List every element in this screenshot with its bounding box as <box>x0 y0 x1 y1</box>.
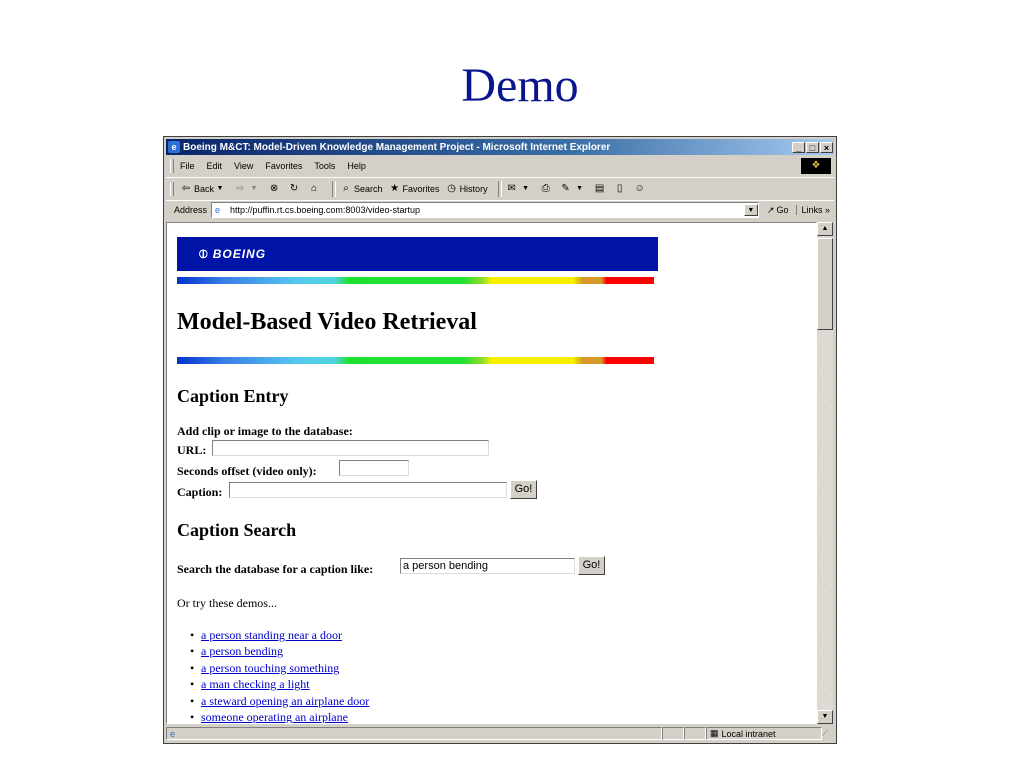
list-item <box>201 661 369 677</box>
seconds-offset-label: Seconds offset (video only): <box>177 464 317 478</box>
vertical-scrollbar[interactable] <box>817 222 833 724</box>
edit-icon: ✎ <box>561 183 570 194</box>
home-icon: ⌂ <box>310 183 318 194</box>
forward-button[interactable] <box>234 183 262 195</box>
zone-cell <box>706 727 822 740</box>
page-heading: Model-Based Video Retrieval <box>177 309 477 335</box>
zone-label: Local intranet <box>721 728 776 739</box>
seconds-offset-input[interactable] <box>339 460 409 476</box>
maximize-button[interactable]: □ <box>806 142 819 153</box>
scroll-up-button[interactable]: ▲ <box>817 222 833 236</box>
status-cell-empty <box>684 727 706 740</box>
favorites-button[interactable] <box>389 183 440 195</box>
rainbow-divider-top <box>177 277 654 284</box>
list-item <box>201 628 369 644</box>
search-icon: ⌕ <box>343 183 349 194</box>
favorites-label: Favorites <box>402 184 440 194</box>
messenger-button[interactable] <box>634 183 648 195</box>
history-button[interactable] <box>446 183 488 195</box>
stop-icon: ⊗ <box>269 183 279 194</box>
list-item <box>201 677 369 693</box>
status-cell-empty <box>662 727 684 740</box>
refresh-icon: ↻ <box>289 183 299 194</box>
search-go-button[interactable]: Go! <box>578 556 605 575</box>
back-arrow-icon: ⇦ <box>181 183 191 194</box>
back-label: Back <box>194 184 215 194</box>
menu-edit[interactable]: Edit <box>206 161 223 171</box>
page-content <box>166 222 817 724</box>
toolbar-grip <box>170 182 174 196</box>
browser-window <box>163 136 837 744</box>
demo-link[interactable]: a steward opening an airplane door <box>201 693 370 708</box>
url-input[interactable] <box>212 440 489 456</box>
research-button[interactable] <box>614 183 628 195</box>
demo-link[interactable]: a man checking a light <box>201 677 310 692</box>
demo-link[interactable]: a person bending <box>201 644 283 659</box>
links-label: Links <box>801 205 823 215</box>
forward-dropdown-icon[interactable]: ▼ <box>250 185 258 192</box>
menu-view[interactable]: View <box>234 161 254 171</box>
mail-dropdown-icon[interactable]: ▼ <box>522 185 530 192</box>
boeing-wordmark: BOEING <box>212 247 267 261</box>
ie-icon: e <box>168 141 180 153</box>
caption-go-button[interactable]: Go! <box>510 480 537 499</box>
go-arrow-icon: ↗ <box>766 204 775 215</box>
standard-toolbar <box>166 177 834 200</box>
minimize-button[interactable]: _ <box>792 142 805 153</box>
forward-arrow-icon: ⇨ <box>235 183 245 194</box>
back-dropdown-icon[interactable]: ▼ <box>216 185 224 192</box>
discuss-icon: ▤ <box>594 183 605 194</box>
print-button[interactable] <box>540 183 554 195</box>
add-clip-label: Add clip or image to the database: <box>177 424 353 438</box>
history-label: History <box>459 184 488 194</box>
stop-button[interactable] <box>268 183 282 195</box>
rainbow-divider-bottom <box>177 357 654 364</box>
menu-grip <box>170 159 174 173</box>
search-caption-input[interactable]: a person bending <box>400 558 575 574</box>
title-bar <box>166 139 834 155</box>
messenger-icon: ☺ <box>634 183 645 194</box>
caption-label: Caption: <box>177 485 223 499</box>
discuss-button[interactable] <box>594 183 608 195</box>
status-bar <box>166 726 834 741</box>
boeing-logo-banner <box>177 237 658 271</box>
address-dropdown-button[interactable]: ▼ <box>744 204 758 216</box>
window-title: Boeing M&CT: Model-Driven Knowledge Management Project - Microsoft Internet Explorer <box>183 141 611 153</box>
intranet-icon: ▦ <box>710 728 719 738</box>
go-label: Go <box>776 205 789 215</box>
demo-list <box>201 628 369 724</box>
search-caption-label: Search the database for a caption like: <box>177 562 374 576</box>
mail-icon: ✉ <box>507 183 516 194</box>
list-item <box>201 694 369 710</box>
home-button[interactable] <box>308 183 322 195</box>
toolbar-separator <box>498 181 502 197</box>
demos-intro-text: Or try these demos... <box>177 596 277 610</box>
address-bar <box>166 200 834 219</box>
toolbar-separator <box>332 181 336 197</box>
boeing-symbol-icon: ⦶ <box>199 246 209 261</box>
demo-link[interactable]: someone operating an airplane <box>201 709 348 724</box>
search-label: Search <box>354 184 383 194</box>
address-input[interactable] <box>211 202 759 218</box>
scroll-down-button[interactable]: ▼ <box>817 710 833 724</box>
edit-button[interactable] <box>560 183 588 195</box>
menu-favorites[interactable]: Favorites <box>265 161 303 171</box>
demo-link[interactable]: a person standing near a door <box>201 628 342 642</box>
print-icon: ⎙ <box>541 183 550 194</box>
menu-file[interactable]: File <box>180 161 195 171</box>
url-label: URL: <box>177 443 207 457</box>
list-item <box>201 710 369 724</box>
chevron-right-icon: » <box>824 205 830 215</box>
caption-entry-heading: Caption Entry <box>177 386 289 406</box>
refresh-button[interactable] <box>288 183 302 195</box>
caption-search-heading: Caption Search <box>177 520 297 540</box>
slide-title: Demo <box>461 59 579 112</box>
edit-dropdown-icon[interactable]: ▼ <box>576 185 584 192</box>
status-text-cell <box>166 727 662 740</box>
research-icon: ▯ <box>616 183 623 194</box>
mail-button[interactable] <box>506 183 534 195</box>
resize-grip-icon[interactable]: ⟋ <box>822 728 829 738</box>
windows-logo-icon: ❖ <box>801 158 831 174</box>
list-item <box>201 644 369 660</box>
caption-input[interactable] <box>229 482 507 498</box>
links-button[interactable] <box>796 205 830 215</box>
menu-tools[interactable]: Tools <box>314 161 336 171</box>
menu-help[interactable]: Help <box>347 161 366 171</box>
back-button[interactable] <box>180 183 228 195</box>
go-button[interactable] <box>767 205 789 216</box>
demo-link[interactable]: a person touching something <box>201 660 340 675</box>
favorites-icon: ★ <box>390 183 400 194</box>
scroll-thumb[interactable] <box>817 238 833 330</box>
close-button[interactable]: × <box>820 142 833 153</box>
address-url: http://puffin.rt.cs.boeing.com:8003/video-startup <box>230 205 420 215</box>
page-icon: e <box>215 205 221 215</box>
address-label: Address <box>174 205 208 215</box>
history-icon: ◷ <box>447 183 456 194</box>
page-status-icon: e <box>170 728 176 739</box>
menu-bar <box>166 157 834 175</box>
search-button[interactable] <box>340 183 383 195</box>
